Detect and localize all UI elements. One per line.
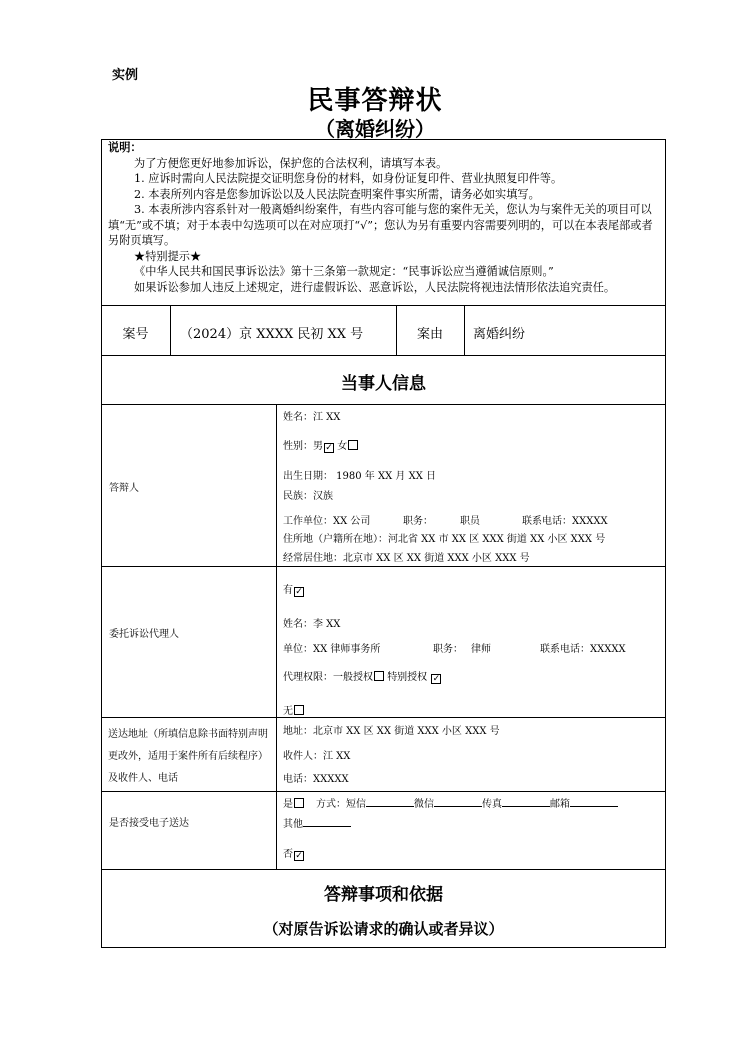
law-citation: 《中华人民共和国民事诉讼法》第十三条第一款规定：“民事诉讼应当遵循诚信原则。” bbox=[134, 265, 554, 278]
method-sms-label: 方式：短信 bbox=[316, 799, 366, 810]
agent-no-checkbox[interactable] bbox=[294, 705, 304, 715]
agent-yes bbox=[283, 581, 304, 597]
respondent-label: 答辩人 bbox=[109, 483, 139, 494]
gender-label: 性别： bbox=[283, 441, 313, 452]
gender-male-checkbox[interactable]: ✓ bbox=[325, 443, 333, 453]
respondent-residence: 经常居住地：北京市 XX 区 XX 街道 XXX 小区 XXX 号 bbox=[283, 553, 530, 564]
instructions-item-2: 2. 本表所列内容是您参加诉讼以及人民法院查明案件事实所需，请务必如实填写。 bbox=[134, 187, 540, 201]
document-subtitle: （离婚纠纷） bbox=[315, 117, 435, 141]
service-phone: 电话：XXXXX bbox=[283, 774, 349, 785]
divider bbox=[101, 717, 666, 718]
other-blank[interactable] bbox=[303, 817, 351, 827]
service-recipient: 收件人：江 XX bbox=[283, 751, 351, 762]
case-number-value: （2024）京 XXXX 民初 XX 号 bbox=[180, 327, 364, 342]
divider bbox=[101, 355, 666, 356]
electronic-yes-label: 是 bbox=[283, 799, 293, 810]
wechat-blank[interactable] bbox=[434, 797, 482, 807]
respondent-gender bbox=[283, 437, 358, 453]
instructions bbox=[108, 140, 663, 295]
divider bbox=[101, 791, 666, 792]
electronic-no-checkbox[interactable]: ✓ bbox=[295, 851, 303, 861]
party-info-heading: 当事人信息 bbox=[341, 374, 426, 394]
instructions-heading: 说明： bbox=[108, 140, 142, 154]
special-authority-checkbox[interactable]: ✓ bbox=[432, 674, 441, 684]
electronic-no-label: 否 bbox=[283, 849, 293, 860]
example-label: 实例 bbox=[112, 68, 139, 83]
agent-label: 委托诉讼代理人 bbox=[109, 629, 179, 640]
method-wechat-label: 微信 bbox=[414, 799, 434, 810]
divider bbox=[101, 305, 666, 306]
email-blank[interactable] bbox=[570, 797, 618, 807]
authority-label: 代理权限： bbox=[283, 672, 333, 683]
method-fax-label: 传真 bbox=[482, 799, 502, 810]
instructions-item-3: 3. 本表所涉内容系针对一般离婚纠纷案件，有些内容可能与您的案件无关，您认为与案件无关的项目可以填“无”或不填；对于本表中勾选项可以在对应项打“√”；您认为另有重要内容需要列明的，可以在本表尾部或者另附页填写。 bbox=[108, 203, 653, 247]
agent-phone: 联系电话：XXXXX bbox=[540, 644, 626, 655]
divider bbox=[101, 404, 666, 405]
agent-no bbox=[283, 702, 304, 717]
instructions-intro: 为了方便您更好地参加诉讼，保护您的合法权利，请填写本表。 bbox=[134, 156, 448, 170]
defense-heading: 答辩事项和依据 bbox=[324, 885, 443, 905]
agent-name: 姓名：李 XX bbox=[283, 619, 341, 630]
general-authority-checkbox[interactable] bbox=[374, 671, 384, 681]
respondent-position-label: 职务： bbox=[403, 516, 433, 527]
instructions-item-1: 1. 应诉时需向人民法院提交证明您身份的材料，如身份证复印件、营业执照复印件等。 bbox=[134, 172, 563, 185]
sms-blank[interactable] bbox=[366, 797, 414, 807]
electronic-no-row bbox=[283, 845, 304, 861]
respondent-position-value: 职员 bbox=[460, 516, 480, 527]
special-authority-label: 特别授权 bbox=[387, 672, 428, 683]
gender-female-label: 女 bbox=[337, 441, 348, 452]
agent-yes-label: 有 bbox=[283, 585, 293, 596]
electronic-other-row bbox=[283, 815, 351, 830]
electronic-yes-checkbox[interactable] bbox=[294, 798, 304, 808]
service-address: 地址：北京市 XX 区 XX 街道 XXX 小区 XXX 号 bbox=[283, 726, 500, 737]
document-title: 民事答辩状 bbox=[307, 86, 443, 116]
divider bbox=[170, 305, 171, 355]
case-cause-value: 离婚纠纷 bbox=[473, 327, 526, 342]
divider bbox=[101, 869, 666, 870]
warning-text: 如果诉讼参加人违反上述规定，进行虚假诉讼、恶意诉讼，人民法院将视违法情形依法追究责任。 bbox=[134, 280, 616, 294]
service-address-label: 送达地址（所填信息除书面特别声明更改外，适用于案件所有后续程序）及收件人、电话 bbox=[108, 729, 268, 784]
respondent-name: 姓名：江 XX bbox=[283, 412, 341, 423]
respondent-ethnicity: 民族：汉族 bbox=[283, 491, 333, 502]
respondent-birth: 出生日期： 1980 年 XX 月 XX 日 bbox=[283, 471, 436, 482]
agent-yes-checkbox[interactable]: ✓ bbox=[295, 587, 303, 597]
electronic-service-label: 是否接受电子送达 bbox=[109, 818, 189, 829]
agent-unit: 单位：XX 律师事务所 bbox=[283, 644, 381, 655]
respondent-phone: 联系电话：XXXXX bbox=[522, 516, 608, 527]
divider bbox=[101, 566, 666, 567]
agent-position-label: 职务： bbox=[433, 644, 463, 655]
respondent-employer: 工作单位：XX 公司 bbox=[283, 516, 371, 527]
divider bbox=[276, 404, 277, 869]
method-other-label: 其他 bbox=[283, 819, 303, 830]
gender-male-label: 男 bbox=[313, 441, 323, 452]
case-cause-label: 案由 bbox=[416, 327, 443, 342]
agent-no-label: 无 bbox=[283, 706, 293, 717]
gender-female-checkbox[interactable] bbox=[348, 440, 358, 450]
divider bbox=[464, 305, 465, 355]
special-notice-heading: ★特别提示★ bbox=[134, 249, 202, 263]
case-number-label: 案号 bbox=[122, 327, 149, 342]
respondent-domicile: 住所地（户籍所在地）：河北省 XX 市 XX 区 XXX 街道 XX 小区 XXX 号 bbox=[283, 534, 606, 545]
method-email-label: 邮箱 bbox=[550, 799, 570, 810]
defense-subheading: （对原告诉讼请求的确认或者异议） bbox=[263, 920, 504, 938]
agent-authority bbox=[283, 668, 441, 684]
fax-blank[interactable] bbox=[502, 797, 550, 807]
agent-position-value: 律师 bbox=[471, 644, 491, 655]
general-authority-label: 一般授权 bbox=[333, 672, 373, 683]
electronic-yes-row bbox=[283, 795, 618, 810]
